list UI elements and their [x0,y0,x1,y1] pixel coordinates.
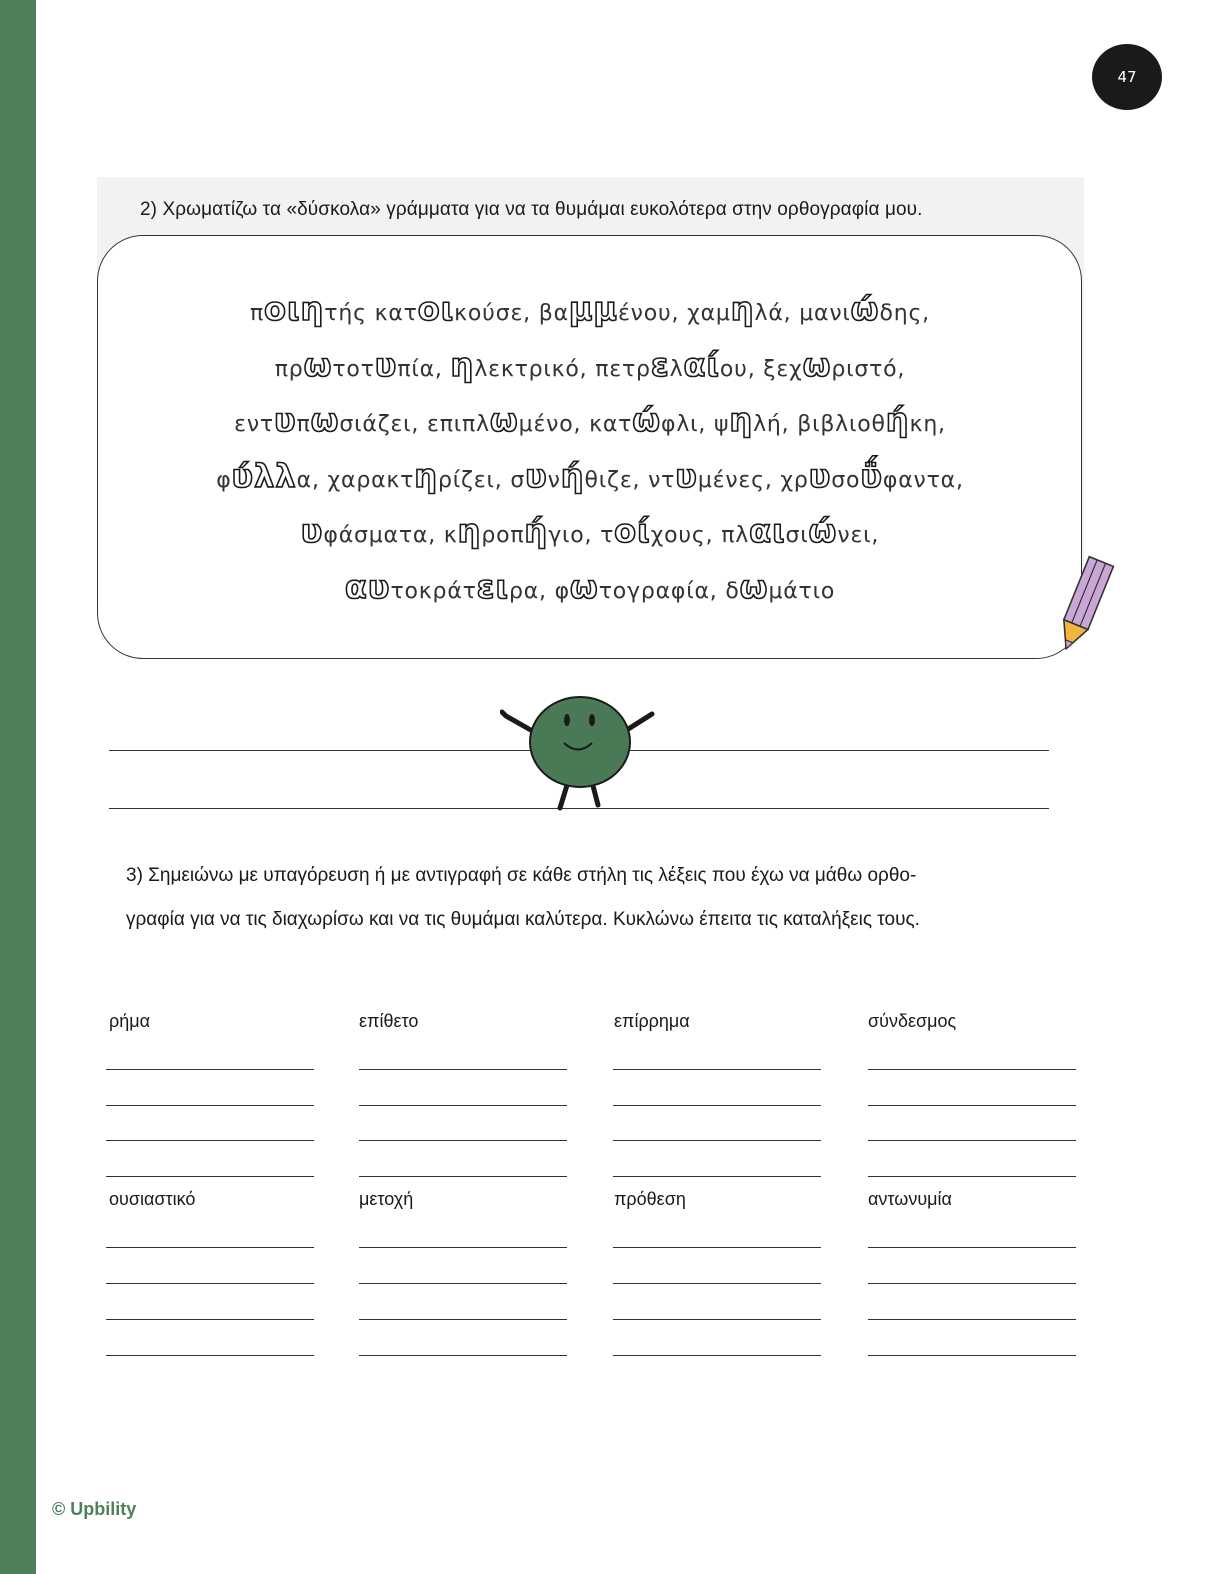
side-accent-bar [0,0,36,1574]
word-text: κούσε, βα [454,301,569,326]
writing-line [359,1176,567,1177]
difficult-letters: αυ [344,567,391,606]
difficult-letters: αι [749,512,786,550]
word-text: φ [216,467,232,493]
writing-line [359,1105,567,1106]
word-text: ν [547,467,561,493]
difficult-letters: ώ [850,290,880,328]
writing-line [106,1069,314,1070]
difficult-letters: ΰ [860,456,883,495]
writing-line [868,1105,1076,1106]
word-text: ρίζει, σ [438,467,526,493]
page-number-badge: 47 [1092,44,1162,110]
writing-line [359,1069,567,1070]
difficult-letters: υ [525,456,548,495]
difficult-letters: η [457,512,482,550]
word-line [110,282,1070,338]
writing-line [613,1247,821,1248]
column-label-adjective: επίθετο [359,1011,419,1031]
word-text: τοκράτ [390,578,477,604]
writing-line [106,1283,314,1284]
word-text: πρ [274,356,304,382]
word-text: δης, [879,301,930,326]
word-text: εντ [234,412,274,437]
word-text: φλι, ψ [661,412,730,437]
difficult-letters: η [414,456,439,495]
word-text: π [296,412,311,437]
writing-line [359,1283,567,1284]
word-line [110,338,1070,394]
column-label-verb: ρήμα [109,1011,151,1031]
writing-line [613,1069,821,1070]
column-label-pronoun: αντωνυμία [868,1189,952,1209]
difficult-letters: ή [560,456,585,495]
word-text: μένο, κατ [518,412,633,437]
difficult-letters: η [450,345,475,384]
difficult-letters: η [729,401,754,439]
word-text: γιο, τ [548,523,615,548]
column-label-adverb: επίρρημα [614,1011,690,1031]
exercise-2-instruction: 2) Χρωματίζω τα «δύσκολα» γράμματα για να τα θυμάμαι ευκολότερα στην ορθογραφία μου. [140,199,923,220]
word-text: λ [669,356,684,382]
word-text: κη, [909,412,946,437]
word-text: τογραφία, δ [598,578,740,604]
writing-line [868,1283,1076,1284]
difficult-letters: ώ [632,401,662,439]
writing-line [106,1140,314,1141]
word-text: ροπ [481,523,525,548]
word-text: λή, βιβλιοθ [753,412,886,437]
word-text: μένες, χρ [697,467,809,493]
difficult-letters: ή [885,401,910,439]
writing-line [106,1319,314,1320]
writing-line [359,1355,567,1356]
column-label-noun: ουσιαστικό [109,1189,196,1209]
word-line [110,504,1070,560]
word-text: α, χαρακτ [296,467,415,493]
writing-line [613,1283,821,1284]
difficult-letters: οί [614,512,651,550]
smiling-mascot-icon [500,690,660,815]
column-label-conjunction: σύνδεσμος [868,1011,957,1031]
writing-line [359,1140,567,1141]
difficult-letters: ω [310,401,340,439]
difficult-letters: ω [303,345,333,384]
word-text: τής κατ [324,301,418,326]
difficult-letters: υ [808,456,832,495]
difficult-letters: υ [675,456,698,495]
copyright-footer: © Upbility [52,1499,137,1519]
writing-line [613,1140,821,1141]
word-text: φάσματα, κ [323,523,458,548]
difficult-letters: υ [300,512,324,550]
writing-line [868,1247,1076,1248]
word-text: πία, [397,356,451,382]
word-text: λά, μανι [754,301,851,326]
word-text: ένου, χαμ [617,301,731,326]
word-text: νει, [837,523,880,548]
difficult-letters: οιη [264,290,325,328]
writing-line [613,1105,821,1106]
difficult-letters: ω [802,345,832,384]
writing-line [613,1319,821,1320]
difficult-letters: υ [374,345,398,384]
difficult-letters: η [730,290,755,328]
word-text: λεκτρικό, πετρ [474,356,651,382]
difficult-letters: ω [739,567,769,606]
word-text: τοτ [332,356,375,382]
word-text: σι [785,523,809,548]
difficult-letters: ώ [808,512,838,550]
writing-line [359,1319,567,1320]
instruction-line: 3) Σημειώνω με υπαγόρευση ή με αντιγραφή σε κάθε στήλη τις λέξεις που έχω να μάθω ορθο- [126,865,917,886]
difficult-letters: μμ [568,290,618,328]
column-label-participle: μετοχή [359,1189,414,1209]
word-line [110,560,1070,616]
word-text: θιζε, ντ [584,467,676,493]
difficult-letters: αί [683,345,720,384]
difficult-letters: υ [273,401,297,439]
writing-line [868,1176,1076,1177]
word-text: χους, πλ [650,523,750,548]
writing-line [613,1355,821,1356]
difficult-letters: ή [524,512,549,550]
exercise-3-instruction [126,856,1076,944]
writing-line [868,1069,1076,1070]
pencil-icon [1048,552,1118,662]
word-text: σο [831,467,861,493]
instruction-line: γραφία για να τις διαχωρίσω και να τις θυμάμαι καλύτερα. Κυκλώνω έπειτα τις καταλήξεις τους. [126,909,920,930]
difficult-letters: οι [417,290,455,328]
writing-line [868,1355,1076,1356]
difficult-letters: ω [569,567,599,606]
writing-line [106,1247,314,1248]
word-text: ου, ξεχ [719,356,803,382]
word-text: φαντα, [882,467,964,493]
difficult-letters: ω [489,401,519,439]
word-text: ριστό, [831,356,906,382]
difficult-letters: ε [650,345,670,384]
word-text: σιάζει, επιπλ [339,412,490,437]
word-list [110,282,1070,615]
difficult-letters: ει [476,567,509,606]
writing-line [106,1355,314,1356]
writing-line [359,1247,567,1248]
word-text: ρα, φ [508,578,570,604]
writing-line [868,1319,1076,1320]
writing-line [868,1140,1076,1141]
difficult-letters: ύλλ [231,456,297,495]
word-text: μάτιο [768,578,836,604]
writing-line [106,1105,314,1106]
word-text: π [250,301,265,326]
writing-line [613,1176,821,1177]
column-label-preposition: πρόθεση [614,1189,686,1209]
word-line [110,449,1070,505]
word-line [110,393,1070,449]
writing-line [106,1176,314,1177]
